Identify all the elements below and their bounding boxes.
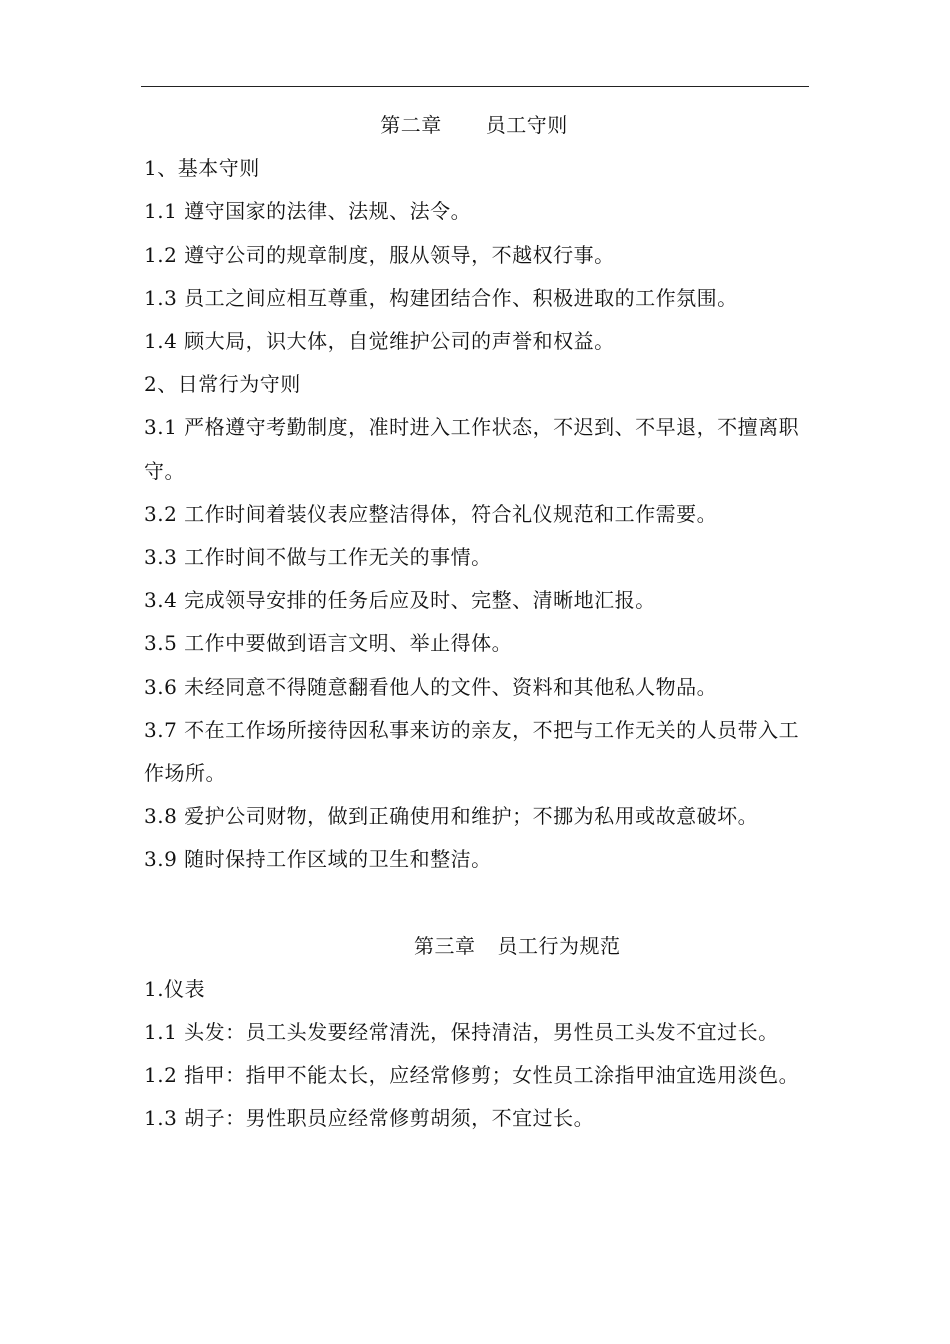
rule-item: 1.2 指甲：指甲不能太长，应经常修剪；女性员工涂指甲油宜选用淡色。 — [144, 1063, 800, 1088]
section-heading: 2、日常行为守则 — [144, 372, 301, 397]
chapter-3-heading — [144, 925, 812, 968]
section-heading: 1、基本守则 — [144, 156, 260, 181]
chapter-2-heading — [144, 104, 804, 147]
rule-item: 1.1 头发：员工头发要经常清洗，保持清洁，男性员工头发不宜过长。 — [144, 1020, 779, 1045]
rule-item: 1.1 遵守国家的法律、法规、法令。 — [144, 199, 472, 224]
rule-item: 1.3 胡子：男性职员应经常修剪胡须，不宜过长。 — [144, 1106, 595, 1131]
rule-item: 3.9 随时保持工作区域的卫生和整洁。 — [144, 847, 492, 872]
document-body — [144, 104, 812, 1141]
rule-item: 3.3 工作时间不做与工作无关的事情。 — [144, 545, 492, 570]
chapter-2-title: 员工守则 — [485, 113, 568, 137]
rule-item: 3.7 不在工作场所接待因私事来访的亲友，不把与工作无关的人员带入工作场所。 — [144, 717, 800, 786]
header-rule — [141, 86, 809, 87]
rule-item: 3.5 工作中要做到语言文明、举止得体。 — [144, 631, 513, 656]
rule-item: 3.6 未经同意不得随意翻看他人的文件、资料和其他私人物品。 — [144, 674, 718, 699]
rule-item: 1.3 员工之间应相互尊重，构建团结合作、积极进取的工作氛围。 — [144, 285, 738, 310]
rule-item: 3.1 严格遵守考勤制度，准时进入工作状态，不迟到、不早退，不擅离职守。 — [144, 415, 800, 483]
chapter-3-title: 员工行为规范 — [497, 933, 621, 958]
section-heading: 1.仪表 — [144, 976, 206, 1001]
chapter-3-number: 第三章 — [414, 933, 476, 958]
rule-item: 1.2 遵守公司的规章制度，服从领导，不越权行事。 — [144, 242, 615, 267]
chapter-2-number: 第二章 — [380, 113, 442, 137]
rule-item: 3.4 完成领导安排的任务后应及时、完整、清晰地汇报。 — [144, 588, 656, 613]
rule-item: 1.4 顾大局，识大体，自觉维护公司的声誉和权益。 — [144, 329, 615, 354]
rule-item: 3.8 爱护公司财物，做到正确使用和维护；不挪为私用或故意破坏。 — [144, 804, 759, 829]
rule-item: 3.2 工作时间着装仪表应整洁得体，符合礼仪规范和工作需要。 — [144, 501, 718, 526]
